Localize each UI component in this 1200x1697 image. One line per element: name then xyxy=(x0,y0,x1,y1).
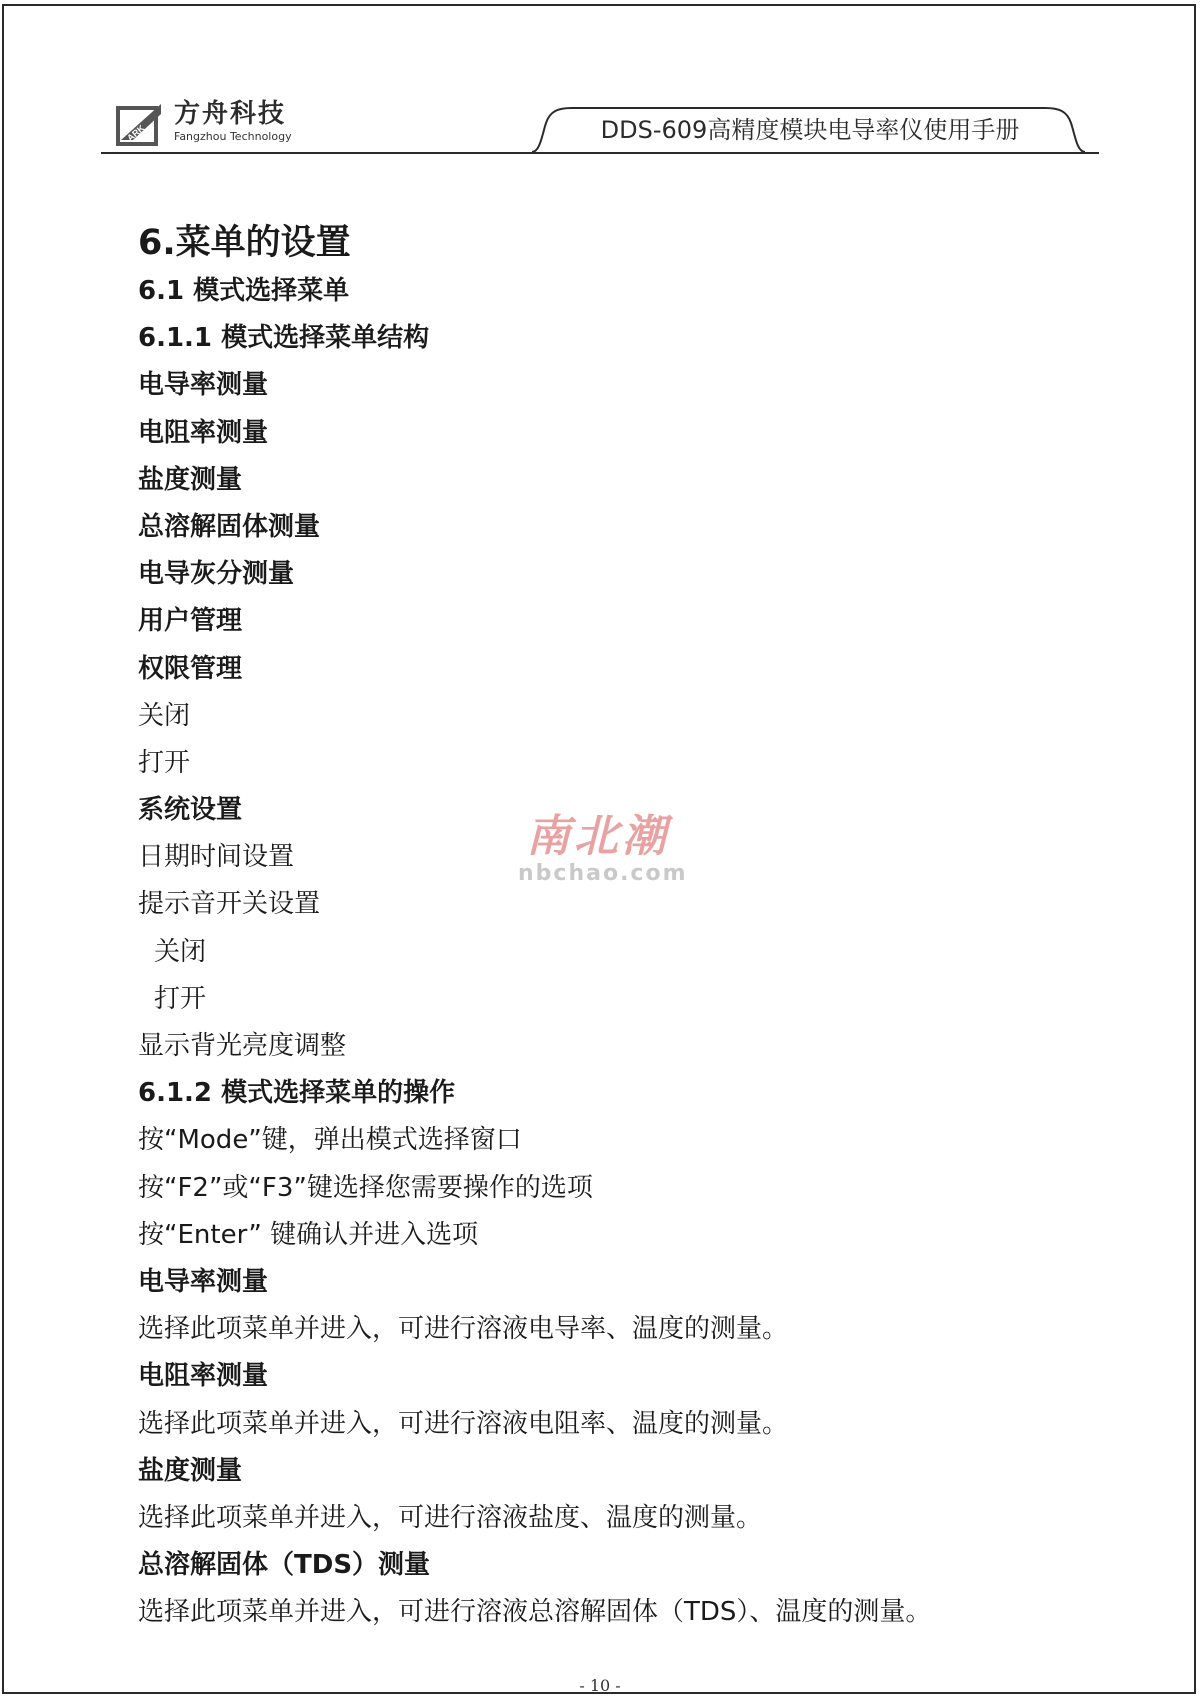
text-line: 显示背光亮度调整 xyxy=(138,1031,347,1061)
ark-logo-icon xyxy=(115,100,165,148)
page-number: - 10 - xyxy=(579,1676,621,1695)
brand-name-cn: 方舟科技 xyxy=(174,99,287,129)
document-body xyxy=(138,218,1038,1636)
section-heading: 6.菜单的设置 xyxy=(138,223,351,263)
text-line: 按“Enter” 键确认并进入选项 xyxy=(138,1219,479,1250)
subheading: 盐度测量 xyxy=(138,1455,243,1486)
subheading: 6.1.2 模式选择菜单的操作 xyxy=(138,1078,456,1109)
text-line: 打开 xyxy=(138,747,191,778)
subheading: 电导率测量 xyxy=(138,370,269,401)
subheading: 电导灰分测量 xyxy=(138,559,295,590)
subheading: 电阻率测量 xyxy=(138,417,269,448)
text-line: 日期时间设置 xyxy=(138,842,295,873)
subheading: 系统设置 xyxy=(138,795,243,826)
text-line: 选择此项菜单并进入，可进行溶液盐度、温度的测量。 xyxy=(138,1502,763,1533)
text-line: 按“F2”或“F3”键选择您需要操作的选项 xyxy=(138,1172,593,1203)
header-rule xyxy=(101,152,1099,154)
subheading: 总溶解固体测量 xyxy=(138,511,321,542)
text-line: 选择此项菜单并进入，可进行溶液电导率、温度的测量。 xyxy=(138,1314,789,1345)
text-line-indented: 关闭 xyxy=(154,936,207,967)
subheading: 6.1 模式选择菜单 xyxy=(138,276,350,306)
logo-text: ARK xyxy=(125,122,147,144)
brand-name-en: Fangzhou Technology xyxy=(174,130,292,143)
subheading: 用户管理 xyxy=(138,606,243,637)
subheading: 电导率测量 xyxy=(138,1266,269,1297)
watermark xyxy=(518,811,688,886)
watermark-en: nbchao.com xyxy=(518,861,688,886)
text-line: 提示音开关设置 xyxy=(138,889,321,920)
watermark-cn: 南北潮 xyxy=(526,811,670,862)
subheading: 电阻率测量 xyxy=(138,1361,269,1392)
subheading: 权限管理 xyxy=(138,653,243,684)
header-title: DDS-609高精度模块电导率仪使用手册 xyxy=(600,116,1020,144)
text-line: 选择此项菜单并进入，可进行溶液总溶解固体（TDS）、温度的测量。 xyxy=(138,1597,932,1628)
subheading: 盐度测量 xyxy=(138,464,243,495)
text-line: 按“Mode”键，弹出模式选择窗口 xyxy=(138,1125,522,1156)
subheading: 6.1.1 模式选择菜单结构 xyxy=(138,323,430,354)
text-line: 关闭 xyxy=(138,700,191,731)
text-line: 选择此项菜单并进入，可进行溶液电阻率、温度的测量。 xyxy=(138,1408,789,1439)
text-line-indented: 打开 xyxy=(154,983,207,1014)
subheading: 总溶解固体（TDS）测量 xyxy=(138,1550,431,1581)
